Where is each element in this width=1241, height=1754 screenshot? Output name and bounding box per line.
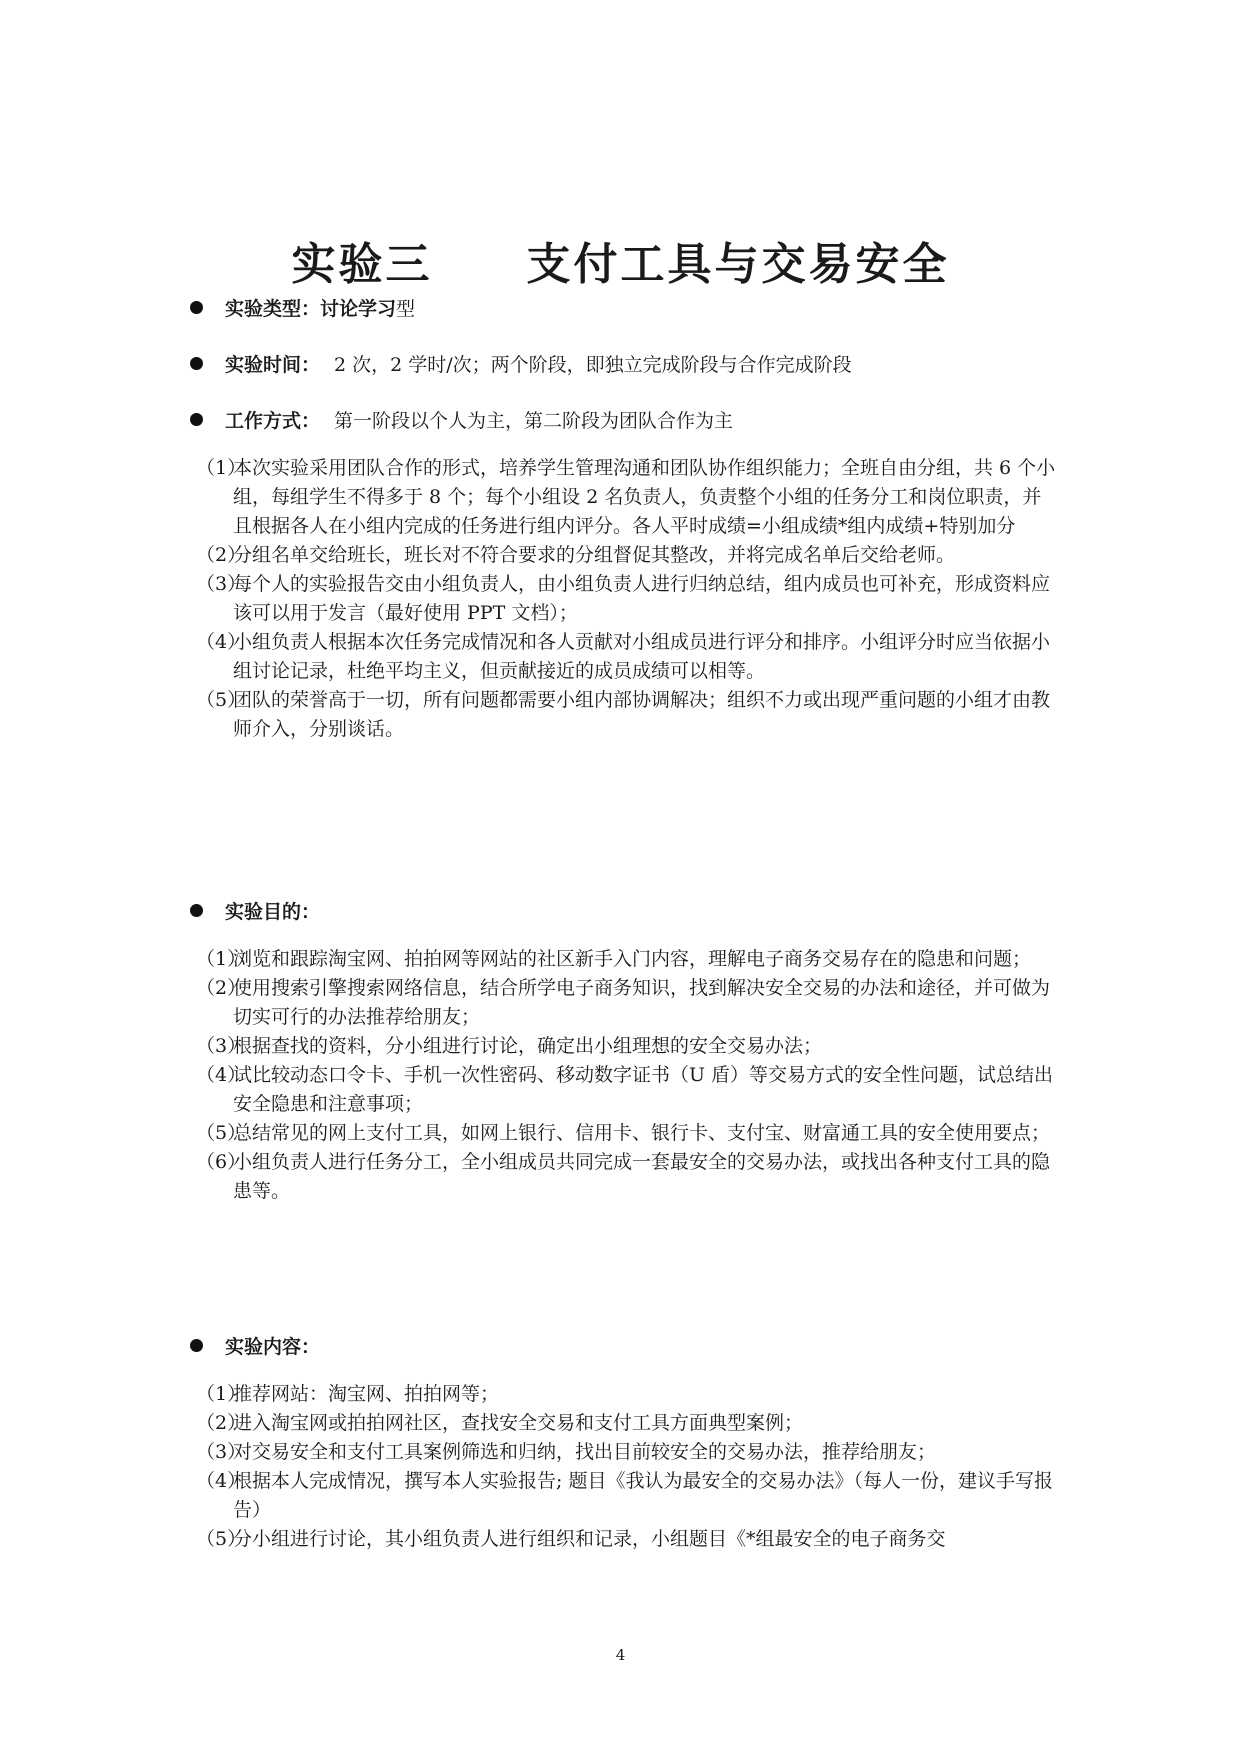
list-item: （4）根据本人完成情况，撰写本人实验报告; 题目《我认为最安全的交易办法》（每人一份，建议手写报告） xyxy=(196,1470,1053,1521)
bullet-icon xyxy=(190,357,203,370)
work-mode-list xyxy=(196,454,1056,744)
bullet-icon xyxy=(190,301,203,314)
list-item: （1）推荐网站：淘宝网、拍拍网等； xyxy=(196,1383,500,1405)
work-mode-label: 工作方式： xyxy=(225,409,321,432)
list-item: （2）分组名单交给班长，班长对不符合要求的分组督促其整改，并将完成名单后交给老师。 xyxy=(196,544,956,566)
bullet-icon xyxy=(190,413,203,426)
experiment-type-value: 型 xyxy=(396,297,416,320)
list-item: （2）进入淘宝网或拍拍网社区，查找安全交易和支付工具方面典型案例； xyxy=(196,1412,804,1434)
page-title: 实验三 支付工具与交易安全 xyxy=(291,239,950,290)
section-experiment-type xyxy=(190,292,415,322)
section-work-mode xyxy=(190,404,733,434)
list-item: （2）使用搜索引擎搜索网络信息，结合所学电子商务知识，找到解决安全交易的办法和途径，并可做为切实可行的办法推荐给朋友； xyxy=(196,977,1051,1028)
experiment-type-label: 实验类型：讨论学习 xyxy=(225,297,397,320)
purpose-list xyxy=(196,945,1056,1206)
experiment-time-value: 2 次，2 学时/次；两个阶段，即独立完成阶段与合作完成阶段 xyxy=(334,353,852,376)
experiment-time-label: 实验时间： xyxy=(225,353,321,376)
purpose-label: 实验目的： xyxy=(225,900,321,923)
list-item: （3）每个人的实验报告交由小组负责人，由小组负责人进行归纳总结，组内成员也可补充，形成资料应该可以用于发言（最好使用 PPT 文档）； xyxy=(196,573,1051,624)
section-purpose xyxy=(190,895,320,925)
list-item: （5）团队的荣誉高于一切，所有问题都需要小组内部协调解决；组织不力或出现严重问题的小组才由教师介入，分别谈话。 xyxy=(196,689,1051,740)
section-experiment-time xyxy=(190,348,852,378)
bullet-icon xyxy=(190,904,203,917)
list-item: （5）分小组进行讨论，其小组负责人进行组织和记录，小组题目《*组最安全的电子商务交 xyxy=(196,1528,946,1550)
list-item: （4）小组负责人根据本次任务完成情况和各人贡献对小组成员进行评分和排序。小组评分时应当依据小组讨论记录，杜绝平均主义，但贡献接近的成员成绩可以相等。 xyxy=(196,631,1051,682)
list-item: （3）对交易安全和支付工具案例筛选和归纳，找出目前较安全的交易办法，推荐给朋友； xyxy=(196,1441,937,1463)
content-label: 实验内容： xyxy=(225,1335,321,1358)
work-mode-value: 第一阶段以个人为主，第二阶段为团队合作为主 xyxy=(334,409,734,432)
list-item: （1）浏览和跟踪淘宝网、拍拍网等网站的社区新手入门内容，理解电子商务交易存在的隐患和问题； xyxy=(196,948,1032,970)
bullet-icon xyxy=(190,1339,203,1352)
page-number: 4 xyxy=(615,1646,626,1664)
list-item: （1）本次实验采用团队合作的形式，培养学生管理沟通和团队协作组织能力；全班自由分组，共 6 个小组，每组学生不得多于 8 个；每个小组设 2 名负责人，负责整个小组的任务分工和岗位职责，并且根据各人在小组内完成的任务进行组内评分。各人平时成绩=小组成绩*组内成绩+特别加分 xyxy=(196,457,1056,537)
list-item: （3）根据查找的资料，分小组进行讨论，确定出小组理想的安全交易办法； xyxy=(196,1035,823,1057)
content-list xyxy=(196,1380,1056,1554)
list-item: （6）小组负责人进行任务分工，全小组成员共同完成一套最安全的交易办法，或找出各种支付工具的隐患等。 xyxy=(196,1151,1051,1202)
section-content xyxy=(190,1330,320,1360)
list-item: （5）总结常见的网上支付工具，如网上银行、信用卡、银行卡、支付宝、财富通工具的安全使用要点； xyxy=(196,1122,1051,1144)
list-item: （4）试比较动态口令卡、手机一次性密码、移动数字证书（U 盾）等交易方式的安全性问题，试总结出安全隐患和注意事项； xyxy=(196,1064,1054,1115)
